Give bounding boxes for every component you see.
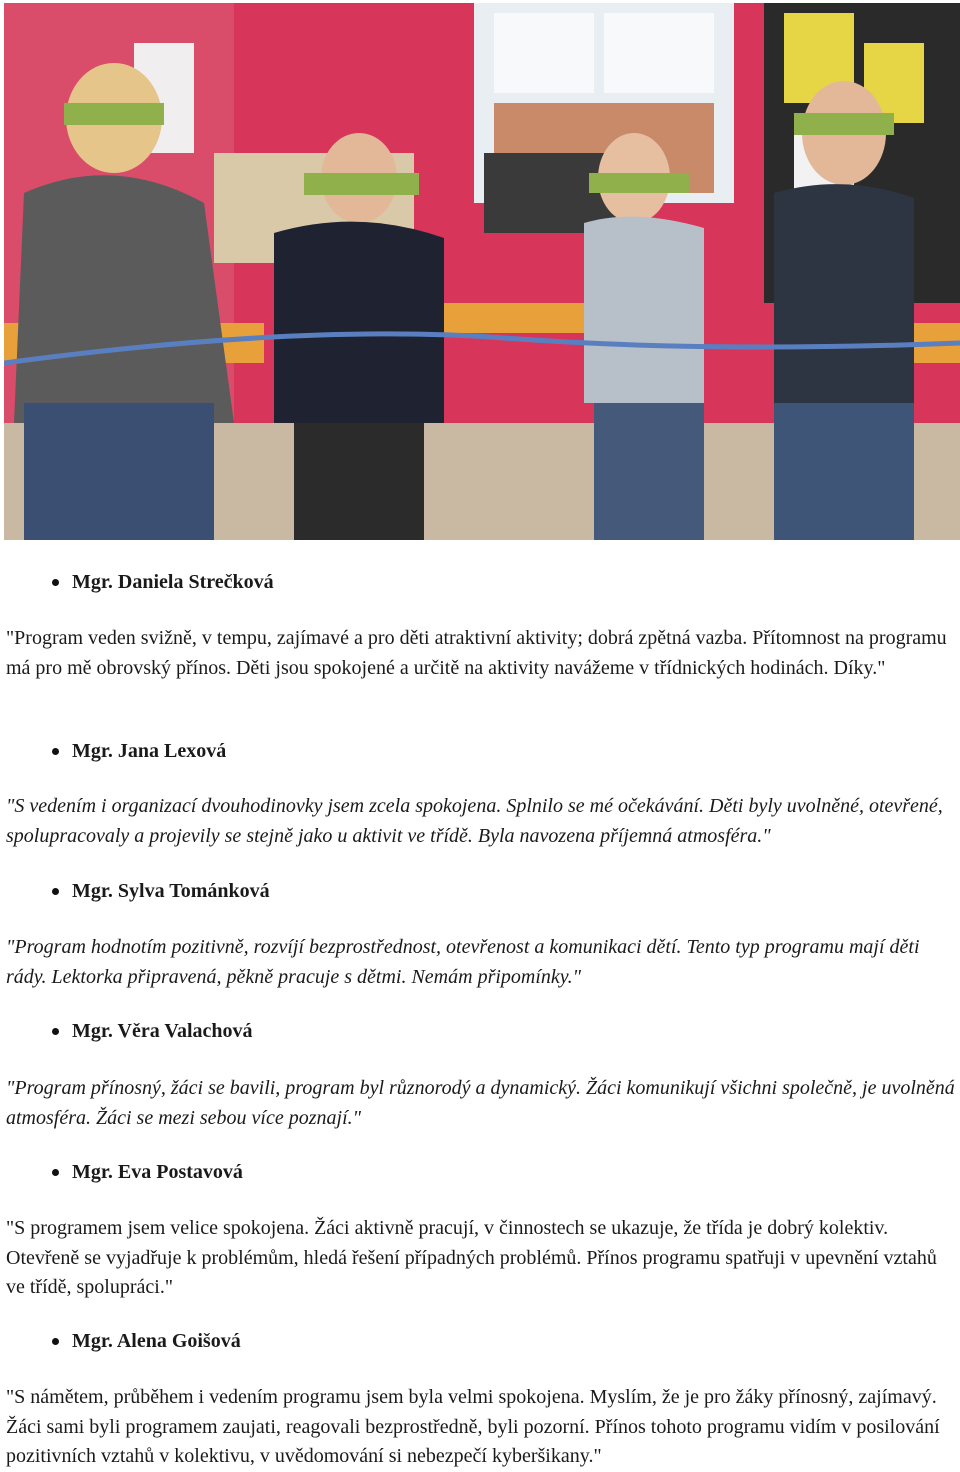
testimonial-quote: "S námětem, průběhem i vedením programu jsem byla velmi spokojena. Myslím, že je pro žáky přínosný, zajímavý. Žáci sami byli programem zaujati, reagovali bezprostředně, byli pozorní. Přínos tohoto programu vidím v posilování pozitivních vztahů v kolektivu, v uvědomování si nebezpečí kyberšikany.": [6, 1386, 940, 1467]
bullet-icon: [52, 1169, 59, 1176]
testimonial-name-text: Mgr. Alena Goišová: [72, 1330, 241, 1352]
bullet-icon: [52, 1338, 59, 1345]
photo-children-blindfolded-rope-icon: [4, 3, 960, 540]
testimonial-quote: "Program veden svižně, v tempu, zajímavé a pro děti atraktivní aktivity; dobrá zpětná vazba. Přítomnost na programu má pro mě obrovský přínos. Děti jsou spokojené a určitě na aktivity navážeme v třídnických hodinách. Díky.": [6, 627, 947, 679]
testimonial-name: [52, 1160, 243, 1184]
testimonial-quote: "Program hodnotím pozitivně, rozvíjí bezprostřednost, otevřenost a komunikaci dětí. Tento typ programu mají děti rády. Lektorka připravená, pěkně pracuje s dětmi. Nemám připomínky.": [6, 936, 920, 988]
bullet-icon: [52, 579, 59, 586]
testimonial-name: [52, 1019, 253, 1043]
testimonial-name-text: Mgr. Daniela Strečková: [72, 571, 274, 593]
bullet-icon: [52, 1028, 59, 1035]
testimonial-quote: "S programem jsem velice spokojena. Žáci aktivně pracují, v činnostech se ukazuje, že třída je dobrý kolektiv. Otevřeně se vyjadřuje k problémům, hledá řešení případných problémů. Přínos programu spatřuji v upevnění vztahů ve třídě, spolupráci.": [6, 1217, 937, 1298]
testimonial-quote: "Program přínosný, žáci se bavili, program byl různorodý a dynamický. Žáci komunikují všichni společně, je uvolněná atmosféra. Žáci se mezi sebou více poznají.": [6, 1077, 955, 1129]
testimonial-name-text: Mgr. Eva Postavová: [72, 1161, 243, 1183]
testimonial-name: [52, 879, 270, 903]
testimonial-name-text: Mgr. Sylva Tománková: [72, 880, 270, 902]
testimonial-name-text: Mgr. Jana Lexová: [72, 740, 227, 762]
classroom-photo: [4, 3, 960, 540]
bullet-icon: [52, 748, 59, 755]
testimonial-name: [52, 570, 274, 594]
testimonial-name-text: Mgr. Věra Valachová: [72, 1020, 253, 1042]
testimonial-quote: "S vedením i organizací dvouhodinovky jsem zcela spokojena. Splnilo se mé očekávání. Děti byly uvolněné, otevřené, spolupracovaly a projevily se stejně jako u aktivit ve třídě. Byla navozena příjemná atmosféra.": [6, 795, 943, 847]
bullet-icon: [52, 888, 59, 895]
testimonial-name: [52, 1329, 241, 1353]
testimonial-name: [52, 739, 226, 763]
